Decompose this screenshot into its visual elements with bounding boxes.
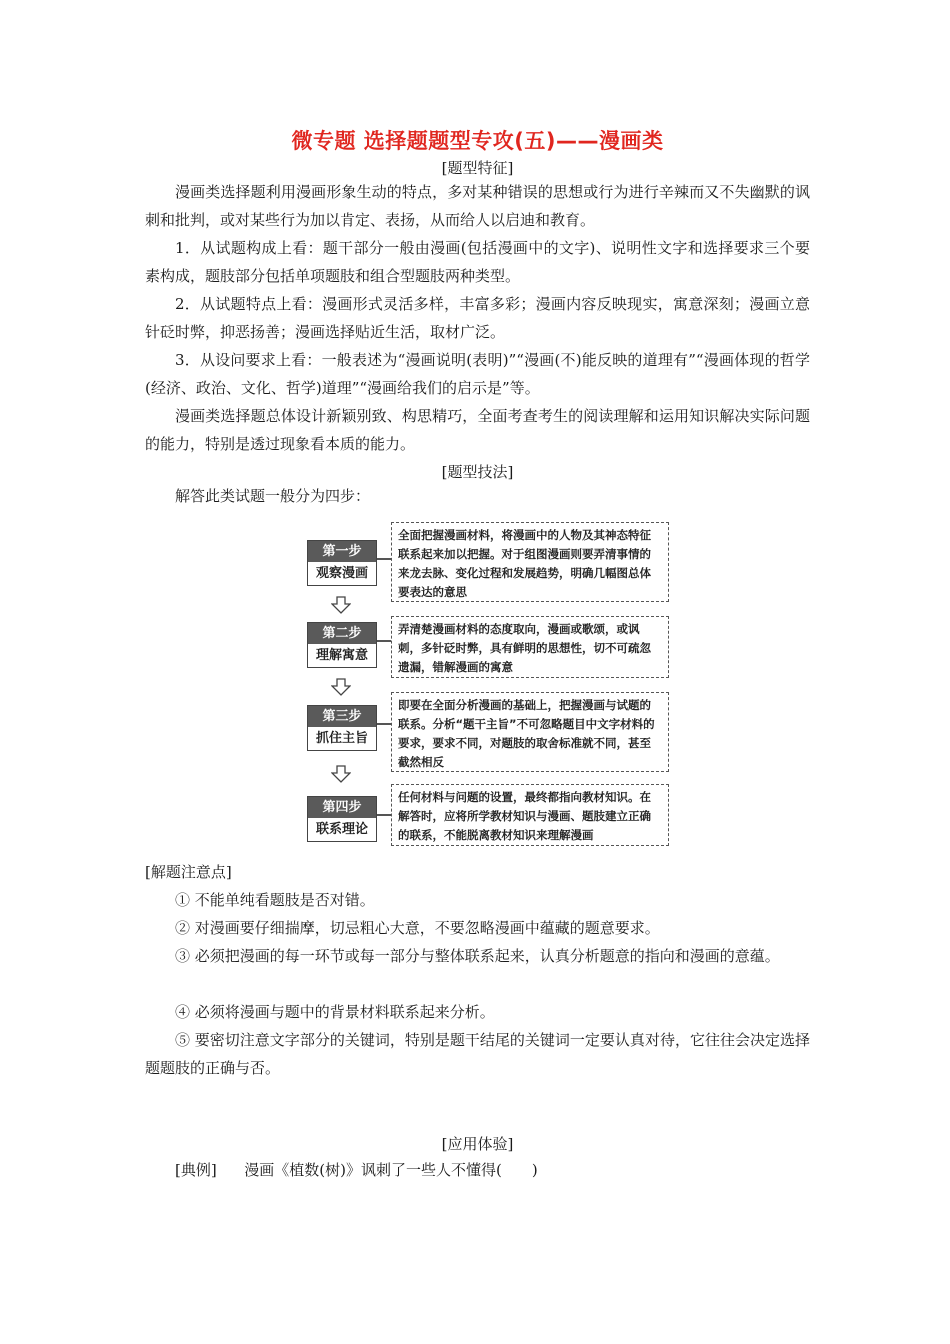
step-3-number: 第三步 [308,706,376,727]
step-3-box [307,705,377,751]
step-2-connector [377,640,391,642]
step-1-number: 第一步 [308,541,376,562]
skills-intro: 解答此类试题一般分为四步： [175,487,371,505]
features-point-1: 1．从试题构成上看：题干部分一般由漫画(包括漫画中的文字)、说明性文字和选择要求三个要素构成，题肢部分包括单项题肢和组合型题肢两种类型。 [145,239,810,285]
features-point-2: 2．从试题特点上看：漫画形式灵活多样，丰富多彩；漫画内容反映现实，寓意深刻；漫画立意针砭时弊，抑恶扬善；漫画选择贴近生活，取材广泛。 [145,295,810,341]
down-arrow-icon [331,678,351,696]
note-item-2: ② 对漫画要仔细揣摩，切忌粗心大意，不要忽略漫画中蕴藏的题意要求。 [175,919,660,937]
note-item-1: ① 不能单纯看题肢是否对错。 [175,891,375,909]
down-arrow-icon [331,765,351,783]
step-2-description: 弄清楚漫画材料的态度取向，漫画或歌颂，或讽刺，多针砭时弊，具有鲜明的思想性，切不可疏忽遗漏，错解漫画的寓意 [391,616,669,678]
features-heading: [题型特征] [441,159,514,177]
page-title: 微专题 选择题题型专攻(五)——漫画类 [291,129,664,153]
features-point-3: 3．从设问要求上看：一般表述为“漫画说明(表明)”“漫画(不)能反映的道理有”“漫画体现的哲学(经济、政治、文化、哲学)道理”“漫画给我们的启示是”等。 [145,351,810,397]
step-4-box [307,796,377,842]
application-heading: [应用体验] [441,1135,514,1153]
four-step-flow-diagram [305,520,680,845]
features-intro-paragraph: 漫画类选择题利用漫画形象生动的特点，多对某种错误的思想或行为进行辛辣而又不失幽默的讽刺和批判，或对某些行为加以肯定、表扬，从而给人以启迪和教育。 [145,183,810,229]
features-summary-paragraph: 漫画类选择题总体设计新颖别致、构思精巧，全面考查考生的阅读理解和运用知识解决实际问题的能力，特别是透过现象看本质的能力。 [145,407,810,453]
step-4-name: 联系理论 [315,822,368,837]
step-1-description: 全面把握漫画材料，将漫画中的人物及其神态特征联系起来加以把握。对于组图漫画则要弄清事情的来龙去脉、变化过程和发展趋势，明确几幅图总体要表达的意思 [391,522,669,602]
step-1-name: 观察漫画 [315,566,368,581]
example-question: 漫画《植数(树)》讽刺了一些人不懂得( ) [244,1161,538,1179]
step-3-connector [377,723,391,725]
step-2-name: 理解寓意 [315,648,368,663]
step-4-number: 第四步 [308,797,376,818]
example-label: [典例] [175,1161,217,1179]
down-arrow-icon [331,596,351,614]
notes-heading: [解题注意点] [145,863,232,881]
step-2-number: 第二步 [308,623,376,644]
step-2-box [307,622,377,668]
step-4-description: 任何材料与问题的设置，最终都指向教材知识。在解答时，应将所学教材知识与漫画、题肢建立正确的联系，不能脱离教材知识来理解漫画 [391,784,669,846]
step-3-description: 即要在全面分析漫画的基础上，把握漫画与试题的联系。分析“题干主旨”不可忽略题目中文字材料的要求，要求不同，对题肢的取舍标准就不同，甚至截然相反 [391,692,669,772]
step-1-box [307,540,377,586]
step-1-connector [377,558,391,560]
step-3-name: 抓住主旨 [315,731,368,746]
note-item-3: ③ 必须把漫画的每一环节或每一部分与整体联系起来，认真分析题意的指向和漫画的意蕴。 [175,947,780,965]
skills-heading: [题型技法] [441,463,514,481]
note-item-5: ⑤ 要密切注意文字部分的关键词，特别是题干结尾的关键词一定要认真对待，它往往会决定选择题题肢的正确与否。 [145,1031,810,1077]
step-4-connector [377,814,391,816]
note-item-4: ④ 必须将漫画与题中的背景材料联系起来分析。 [175,1003,495,1021]
example-line [145,1156,810,1184]
